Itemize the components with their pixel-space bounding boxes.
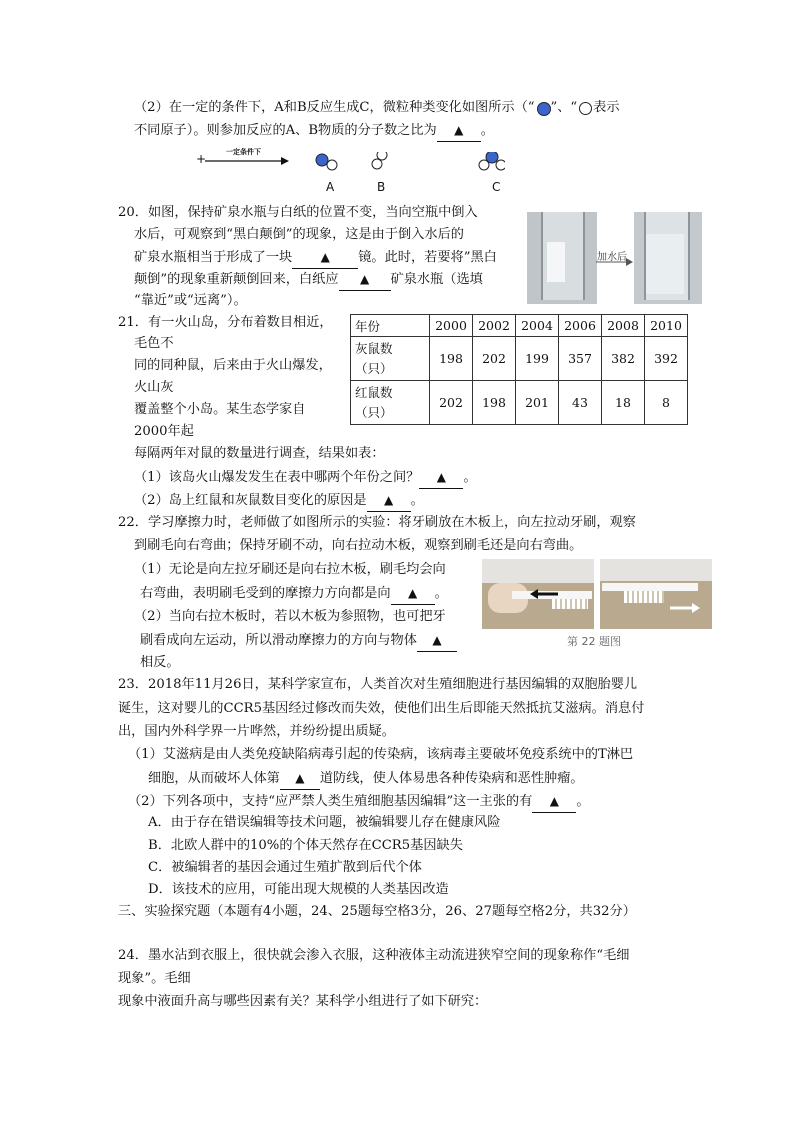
q23-line3: 出，国内外科学界一片哗然，并纷纷提出质疑。 [118,724,395,739]
label-c: C [492,180,501,194]
bottle-photo-after [634,212,702,304]
table-row [351,381,688,425]
table-cell: 357 [559,337,602,381]
table-header-row [351,315,688,337]
q19-line1: （2）在一定的条件下，A和B反应生成C，微粒种类变化如图所示（“ ”、“ 表示 [134,100,620,115]
q20-line3: 矿泉水瓶相当于形成了一块 ▲ 镜。此时，若要将”黑白 [134,247,497,269]
plus-sign: + [196,152,207,166]
table-header-cell: 2004 [516,315,559,337]
q21-line4: 火山灰 [134,380,174,395]
q23-line5: 细胞，从而破坏人体第 ▲ 道防线，使人体易患各种传染病和恶性肿瘤。 [148,768,584,790]
q21-line2: 毛色不 [134,336,174,351]
q23-option-a: A．由于存在错误编辑等技术问题，被编辑婴儿存在健康风险 [148,815,501,830]
q24-line1: 24．墨水沾到衣服上，很快就会渗入衣服，这种液体主动流进狭窄空间的现象称作“毛细 [118,948,630,963]
table-header-cell: 2000 [430,315,473,337]
molecule-b-atom-2 [372,159,382,169]
table-cell: 198 [430,337,473,381]
q24-line3: 现象中液面升高与哪些因素有关？某科学小组进行了如下研究： [118,994,488,1009]
table-cell: 8 [645,381,688,425]
q19-line2: 不同原子）。则参加反应的A、B物质的分子数之比为 ▲ 。 [134,120,494,142]
q23-option-d: D．该技术的应用，可能出现大规模的人类基因改造 [148,882,449,897]
q21-line6: 2000年起 [134,424,194,439]
table-row-label: 灰鼠数 （只） [351,337,430,381]
q22-line3: （1）无论是向左拉牙刷还是向右拉木板，刷毛均会向 [134,562,446,577]
q22-line5: （2）当向右拉木板时，若以木板为参照物，也可把牙 [134,609,446,624]
molecule-a-blue-atom [316,154,328,166]
molecule-a-white-atom [327,160,337,170]
figure-22-caption: 第 22 题图 [567,635,621,648]
q22-line6: 刷看成向左运动，所以滑动摩擦力的方向与物体 ▲ [140,630,457,652]
table-cell: 201 [516,381,559,425]
q23-line2: 诞生，这对婴儿的CCR5基因经过修改而失效，使他们出生后即能天然抵抗艾滋病。消息付 [118,701,645,716]
table-header-cell: 2006 [559,315,602,337]
table-cell: 392 [645,337,688,381]
q23-line4: （1）艾滋病是由人类免疫缺陷病毒引起的传染病，该病毒主要破坏免疫系统中的T淋巴 [128,747,634,762]
reaction-diagram [205,152,505,178]
water-added-label: 加水后 [597,252,627,263]
table-cell: 202 [430,381,473,425]
table-row-label: 红鼠数 （只） [351,381,430,425]
bottle-photo-before [527,212,597,304]
mouse-count-table [350,314,688,425]
q23-line6: （2）下列各项中，支持“应严禁人类生殖细胞基因编辑”这一主张的有 ▲ 。 [128,791,590,813]
q23-option-b: B．北欧人群中的10%的个体天然存在CCR5基因缺失 [148,838,463,853]
table-cell: 199 [516,337,559,381]
table-header-cell: 2008 [602,315,645,337]
q20-line2: 水后，可观察到“黑白颠倒”的现象，这是由于倒入水后的 [134,227,464,242]
q20-line5: “靠近”或“远离”）。 [134,293,247,308]
right-arrow-icon [670,601,702,615]
molecule-c-white-atom-2 [496,160,505,170]
white-atom-icon [577,100,593,116]
table-cell: 198 [473,381,516,425]
label-a: A [326,180,335,194]
q21-line1: 21．有一火山岛，分布着数目相近， [118,315,333,330]
arrow-label: 一定条件下 [226,148,261,156]
q22-line4: 右弯曲，表明刷毛受到的摩擦力方向都是向 ▲ 。 [140,583,448,605]
table-row [351,337,688,381]
q21-line3: 同的同种鼠，后来由于火山爆发， [134,358,332,373]
table-header-cell: 年份 [351,315,430,337]
q21-line5: 覆盖整个小岛。某生态学家自 [134,402,306,417]
table-header-cell: 2010 [645,315,688,337]
table-cell: 202 [473,337,516,381]
q22-line2: 到刷毛向右弯曲；保持牙刷不动，向右拉动木板，观察到刷毛还是向右弯曲。 [134,538,583,553]
q21-sub2: （2）岛上红鼠和灰鼠数目变化的原因是 ▲ 。 [134,490,424,512]
q21-sub1: （1）该岛火山爆发发生在表中哪两个年份之间？ ▲ 。 [134,467,477,489]
q20-line4: 颠倒”的现象重新颠倒回来，白纸应 ▲ 矿泉水瓶（选填 [134,269,483,291]
table-cell: 43 [559,381,602,425]
toothbrush-photo-right [600,559,712,629]
toothbrush-photo-left [482,559,594,629]
molecule-c-white-atom-1 [479,160,489,170]
table-cell: 382 [602,337,645,381]
q23-option-c: C．被编辑者的基因会通过生殖扩散到后代个体 [148,860,422,875]
q21-line7: 每隔两年对鼠的数量进行调查，结果如表： [134,446,385,461]
table-cell: 18 [602,381,645,425]
table-header-cell: 2002 [473,315,516,337]
label-b: B [377,180,386,194]
section-3-heading: 三、实验探究题（本题有4小题，24、25题每空格3分，26、27题每空格2分，共32分） [118,904,636,919]
q24-line2: 现象”。毛细 [118,971,191,986]
q22-line7: 相反。 [140,655,180,670]
blue-atom-icon [535,100,551,116]
q22-line1: 22．学习摩擦力时，老师做了如图所示的实验：将牙刷放在木板上，向左拉动牙刷，观察 [118,515,636,530]
left-arrow-icon [530,587,560,601]
q23-line1: 23．2018年11月26日，某科学家宣布，人类首次对生殖细胞进行基因编辑的双胞胎婴儿 [118,677,638,692]
q20-line1: 20．如图，保持矿泉水瓶与白纸的位置不变，当向空瓶中倒入 [118,205,478,220]
